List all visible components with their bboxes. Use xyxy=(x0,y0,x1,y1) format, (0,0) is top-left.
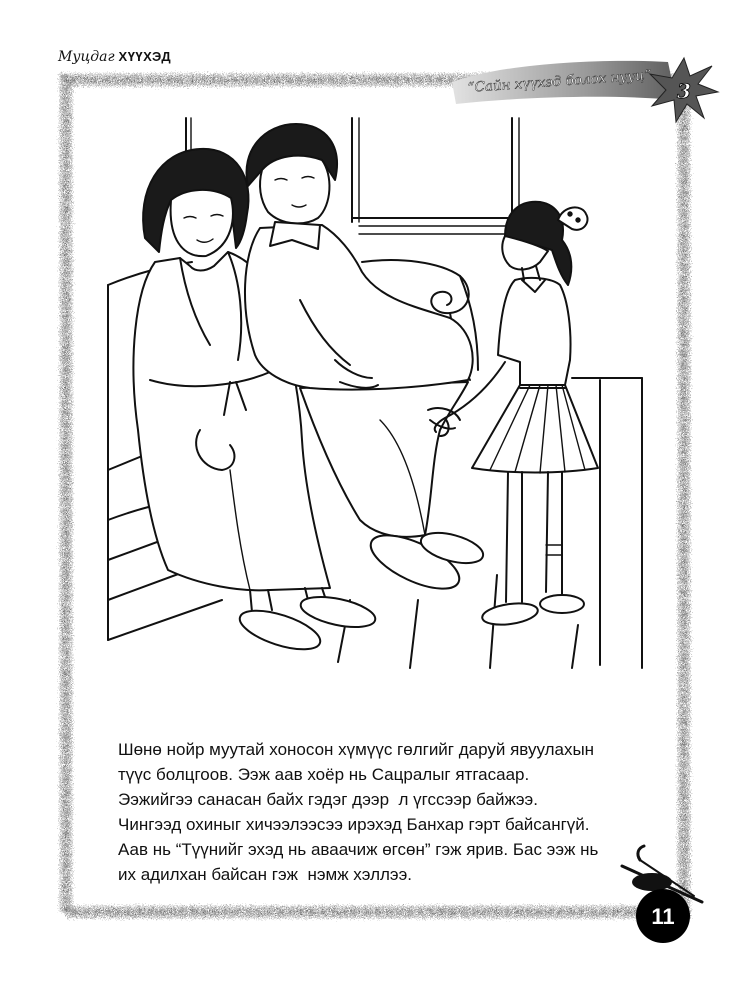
series-label-script: Муцдаг xyxy=(58,49,115,65)
book-title: “Сайн хүүхэд болох нууц” xyxy=(467,67,652,96)
page-number: 11 xyxy=(651,904,675,929)
story-line: Шөнө нойр муутай хоносон хүмүүс гөлгийг даруй явуулахын xyxy=(118,740,595,759)
story-line: Ээжийгээ санасан байх гэдэг дээр л үгссээр байжээ. xyxy=(118,790,538,809)
story-line: Чингээд охиныг хичээлээсээ ирэхэд Банхар гэрт байсангүй. xyxy=(118,815,590,834)
story-line: их адилхан байсан гэж нэмж хэллээ. xyxy=(118,865,412,884)
story-line: Аав нь “Түүнийг эхэд нь аваачиж өгсөн” гэж ярив. Бас ээж нь xyxy=(118,840,599,859)
series-label-caps: ХҮҮХЭД xyxy=(118,49,172,64)
brush-tip xyxy=(638,846,644,860)
story-line: түүс болцгоов. Ээж аав хоёр нь Сацралыг ятгасаар. xyxy=(118,765,530,784)
chapter-number: 3 xyxy=(677,79,691,103)
palette-shape xyxy=(632,873,672,891)
